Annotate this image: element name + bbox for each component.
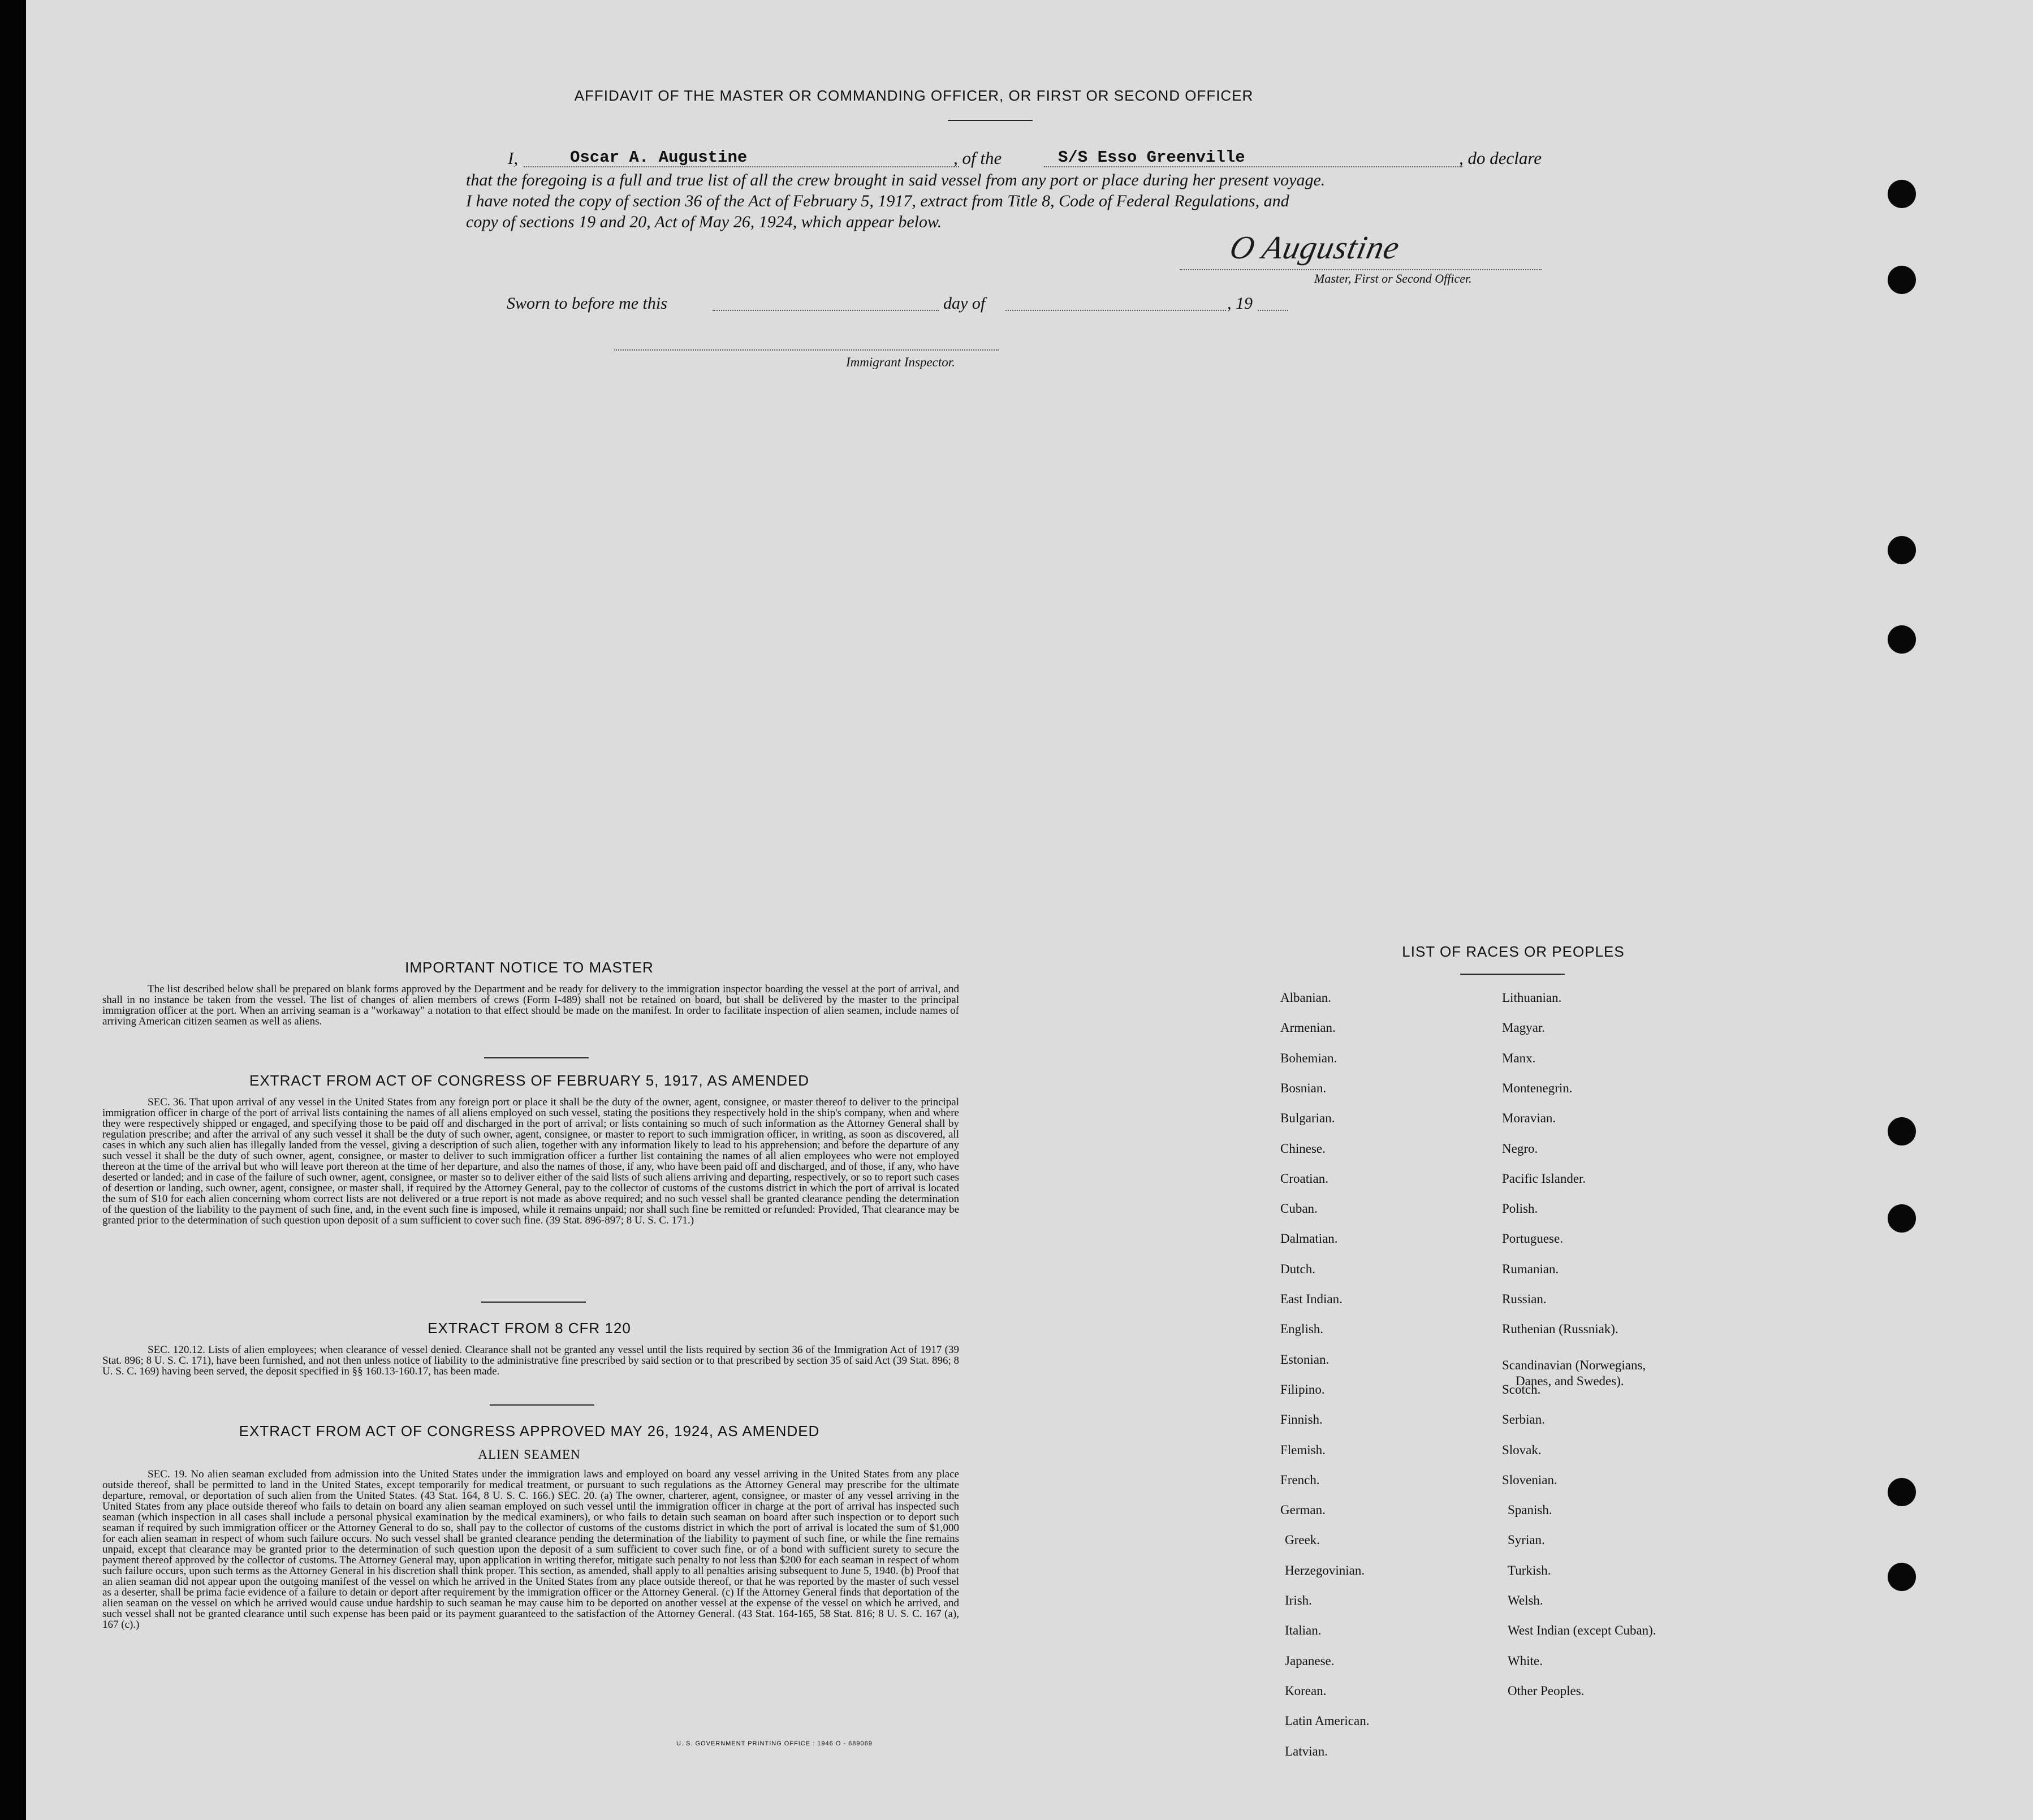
race-item: Serbian.: [1502, 1412, 1546, 1427]
race-item: Scotch.: [1502, 1382, 1541, 1397]
master-title-label: Master, First or Second Officer.: [1314, 271, 1472, 286]
race-item: Bulgarian.: [1280, 1111, 1335, 1126]
of-the-label: , of the: [953, 148, 1002, 168]
extract-cfr-block: [102, 1345, 959, 1377]
do-declare-label: , do declare: [1459, 148, 1542, 168]
section-divider: [484, 1057, 589, 1058]
races-title: LIST OF RACES OR PEOPLES: [1402, 943, 1625, 960]
race-item: Portuguese.: [1502, 1231, 1563, 1246]
race-item: French.: [1280, 1472, 1320, 1487]
race-item: Italian.: [1285, 1623, 1322, 1638]
extract-1924-title: EXTRACT FROM ACT OF CONGRESS APPROVED MAY 26, 1924, AS AMENDED: [239, 1423, 820, 1439]
affidavit-i-label: I,: [508, 148, 519, 168]
race-item: Latin American.: [1285, 1714, 1370, 1728]
race-item: Dalmatian.: [1280, 1231, 1338, 1246]
race-item: Dutch.: [1280, 1261, 1315, 1276]
race-item: German.: [1280, 1503, 1326, 1518]
notice-text-block: [102, 984, 959, 1027]
punch-hole: [1888, 1204, 1916, 1233]
section-divider: [490, 1404, 594, 1406]
race-item: Herzegovinian.: [1285, 1563, 1365, 1577]
year-label: , 19: [1227, 294, 1253, 313]
master-signature: O Augustine: [1227, 229, 1404, 266]
punch-hole: [1888, 1117, 1916, 1145]
race-item: Syrian.: [1508, 1533, 1545, 1547]
race-item: West Indian (except Cuban).: [1508, 1623, 1656, 1638]
race-item: Irish.: [1285, 1593, 1312, 1607]
race-item: Flemish.: [1280, 1442, 1326, 1457]
extract-cfr-title: EXTRACT FROM 8 CFR 120: [428, 1320, 631, 1337]
sworn-day-line: [713, 310, 939, 311]
race-item: Latvian.: [1285, 1744, 1328, 1758]
race-item: Russian.: [1502, 1292, 1547, 1306]
race-item: Polish.: [1502, 1201, 1538, 1216]
race-item: Danes, and Swedes).: [1516, 1373, 1624, 1388]
race-item: Welsh.: [1508, 1593, 1543, 1607]
punch-hole: [1888, 1478, 1916, 1506]
affidavit-line-2: that the foregoing is a full and true list of all the crew brought in said vessel from any port or place during her present voyage.: [466, 171, 1326, 189]
race-item: Moravian.: [1502, 1111, 1556, 1126]
notice-title: IMPORTANT NOTICE TO MASTER: [405, 959, 654, 976]
race-item: Croatian.: [1280, 1171, 1328, 1186]
extract-cfr-text: SEC. 120.12. Lists of alien employees; when clearance of vessel denied. Clearance shall not be granted any vessel until the lists required by section 36 of the Immigration Act of 1917 (39 Stat. 896; 8 U. S. C. 171), have been furnished, and not then unless notice of liability to the administrative fine prescribed by said section or to that prescribed by section 35 of said Act (39 Stat. 896; 8 U. S. C. 169) having been served, the deposit specified in §§ 160.13-160.17, has been made.: [102, 1344, 959, 1377]
extract-1917-text: SEC. 36. That upon arrival of any vessel in the United States from any foreign port or place it shall be the duty of the owner, agent, consignee, or master thereof to deliver to the principal immigration officer in charge of the port of arrival lists containing the names of all aliens employed on such vessel, stating the positions they respectively hold in the ship's company, when and where they were respectively shipped or engaged, and specifying those to be paid off and discharged in the port of arrival; or lists containing so much of such information as the Attorney General shall by regulation prescribe; and after the arrival of any such vessel it shall be the duty of such owner, agent, consignee, or master to report to such immigration officer, in writing, as soon as discovered, all cases in which any such alien has illegally landed from the vessel, giving a description of such alien, together with any information likely to lead to his apprehension; and before the departure of any such vessel it shall be the duty of such owner, agent, consignee, or master to deliver to such immigration officer a further list containing the names of all alien employees who were not employed thereon at the time of the arrival but who will leave port thereon at the time of her departure, and also the names of those, if any, who have been paid off and discharged, and of those, if any, who have deserted or landed; and in case of the failure of such owner, agent, consignee, or master so to deliver either of the said lists of such aliens arriving and departing, respectively, or so to report such cases of desertion or landing, such owner, agent, consignee, or master shall, if required by the Attorney General, pay to the collector of customs of the customs district in which the port of arrival is located the sum of $10 for each alien concerning whom correct lists are not delivered or a true report is not made as above required; and no such vessel shall be granted clearance pending the determination of the question of the liability to the payment of such fine, and, in the event such fine is imposed, while it remains unpaid; nor shall such fine be remitted or refunded: Provided, That clearance may be granted prior to the determination of such question upon deposit of a sum sufficient to cover such fine. (39 Stat. 896-897; 8 U. S. C. 171.): [102, 1096, 959, 1226]
vessel-name-field: S/S Esso Greenville: [1058, 148, 1245, 167]
race-item: Magyar.: [1502, 1021, 1546, 1035]
inspector-label: Immigrant Inspector.: [846, 355, 955, 369]
race-item: Filipino.: [1280, 1382, 1325, 1397]
race-item: Greek.: [1285, 1533, 1320, 1547]
race-item: Turkish.: [1508, 1563, 1551, 1577]
section-divider: [481, 1302, 586, 1303]
affidavit-line-3: I have noted the copy of section 36 of the Act of February 5, 1917, extract from Title 8, Code of Federal Regulations, and: [466, 192, 1289, 210]
printer-imprint: U. S. GOVERNMENT PRINTING OFFICE : 1946 O - 689069: [676, 1740, 873, 1747]
race-item: Slovenian.: [1502, 1472, 1557, 1487]
race-item: Spanish.: [1508, 1503, 1552, 1518]
document-page: [26, 0, 2033, 1820]
race-item: Bosnian.: [1280, 1080, 1327, 1095]
affidavit-line-4: copy of sections 19 and 20, Act of May 26, 1924, which appear below.: [466, 213, 942, 231]
race-item: Cuban.: [1280, 1201, 1318, 1216]
title-divider: [948, 120, 1033, 121]
race-item: English.: [1280, 1322, 1324, 1337]
race-item: Chinese.: [1280, 1141, 1326, 1156]
punch-hole: [1888, 266, 1916, 294]
race-item: Rumanian.: [1502, 1261, 1559, 1276]
race-item: Estonian.: [1280, 1352, 1330, 1367]
affidavit-title: AFFIDAVIT OF THE MASTER OR COMMANDING OFFICER, OR FIRST OR SECOND OFFICER: [574, 87, 1254, 104]
sworn-year-line: [1258, 310, 1288, 311]
race-item: Montenegrin.: [1502, 1080, 1573, 1095]
punch-hole: [1888, 625, 1916, 654]
race-item: Negro.: [1502, 1141, 1538, 1156]
race-item: Manx.: [1502, 1051, 1536, 1065]
race-item: Armenian.: [1280, 1021, 1336, 1035]
extract-1917-title: EXTRACT FROM ACT OF CONGRESS OF FEBRUARY 5, 1917, AS AMENDED: [249, 1072, 809, 1089]
master-name-field: Oscar A. Augustine: [570, 148, 748, 167]
alien-seamen-subtitle: ALIEN SEAMEN: [478, 1447, 581, 1462]
races-divider: [1460, 974, 1565, 975]
race-item: Ruthenian (Russniak).: [1502, 1322, 1618, 1337]
punch-hole: [1888, 1563, 1916, 1591]
race-item: Slovak.: [1502, 1442, 1542, 1457]
race-item: Lithuanian.: [1502, 991, 1562, 1005]
punch-hole: [1888, 536, 1916, 564]
sworn-label: Sworn to before me this: [507, 294, 667, 313]
inspector-line: [614, 349, 999, 351]
race-item: Finnish.: [1280, 1412, 1323, 1427]
race-item: Albanian.: [1280, 991, 1332, 1005]
race-item: Korean.: [1285, 1683, 1327, 1698]
race-item: Bohemian.: [1280, 1051, 1337, 1065]
race-item: East Indian.: [1280, 1292, 1343, 1306]
extract-1917-block: [102, 1097, 959, 1226]
day-of-label: day of: [943, 294, 986, 313]
race-item: Other Peoples.: [1508, 1683, 1585, 1698]
race-item: Pacific Islander.: [1502, 1171, 1586, 1186]
sworn-month-line: [1005, 310, 1226, 311]
signature-line: [1180, 269, 1542, 270]
punch-hole: [1888, 180, 1916, 208]
extract-1924-text: SEC. 19. No alien seaman excluded from admission into the United States under the immigration laws and employed on board any vessel arriving in the United States from any place outside thereof, shall be permitted to land in the United States, except temporarily for medical treatment, or pursuant to such regulations as the Attorney General may prescribe for the ultimate departure, removal, or deportation of such alien from the United States. (43 Stat. 164, 8 U. S. C. 166.) SEC. 20. (a) The owner, charterer, agent, consignee, or master of any vessel arriving in the United States from any place outside thereof who fails to detain on board any alien seaman employed on such vessel until the immigration officer in charge at the port of arrival has inspected such seaman (which inspection in all cases shall include a personal physical examination by the medical examiners), or who fails to detain such seaman on board after such inspection or to deport such seaman if required by such immigration officer or the Attorney General to do so, shall pay to the collector of customs of the customs district in which the port of arrival is located the sum of $1,000 for each alien seaman in respect of whom such failure occurs. No such vessel shall be granted clearance pending the determination of the liability to payment of such fine, or while the fine remains unpaid, except that clearance may be granted prior to the determination of such question upon the deposit of a sum sufficient to cover such fine, or of a bond with sufficient surety to secure the payment thereof approved by the collector of customs. The Attorney General may, upon application in writing therefor, mitigate such penalty to not less than $200 for each seaman in respect of whom such failure occurs, upon such terms as the Attorney General in his discretion shall think proper. This section, as amended, shall apply to all penalties arising subsequent to June 5, 1940. (b) Proof that an alien seaman did not appear upon the outgoing manifest of the vessel on which he arrived in the United States from any place outside thereof, or that he was reported by the master of such vessel as a deserter, shall be prima facie evidence of a failure to detain or deport after requirement by the immigration officer or the Attorney General. (c) If the Attorney General finds that deportation of the alien seaman on the vessel on which he arrived would cause undue hardship to such seaman he may cause him to be deported on another vessel at the expense of the vessel on which he arrived, and such vessel shall not be granted clearance until such expense has been paid or its payment guaranteed to the satisfaction of the Attorney General. (43 Stat. 164-165, 58 Stat. 816; 8 U. S. C. 167 (a), 167 (c).): [102, 1468, 959, 1631]
race-item: Scandinavian (Norwegians,: [1502, 1358, 1646, 1372]
extract-1924-block: [102, 1469, 959, 1630]
race-item: White.: [1508, 1653, 1543, 1668]
notice-text: The list described below shall be prepared on blank forms approved by the Department and be ready for delivery to the immigration inspector boarding the vessel at the port of arrival, and shall in no instance be taken from the vessel. The list of changes of alien members of crews (Form I-489) shall not be retained on board, but shall be delivered by the master to the principal immigration officer at the port. When an arriving seaman is a "workaway" a notation to that effect should be made on the manifest. In order to facilitate inspection of alien seamen, include names of arriving American citizen seamen as well as aliens.: [102, 983, 959, 1027]
race-item: Japanese.: [1285, 1653, 1335, 1668]
